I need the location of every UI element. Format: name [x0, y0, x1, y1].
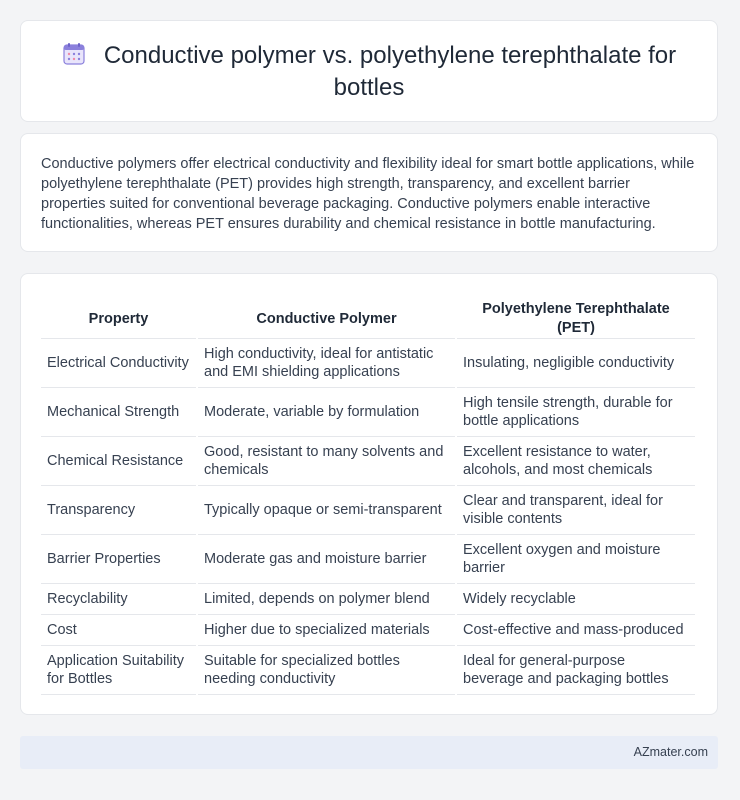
footer-bar [20, 736, 718, 769]
cell-pet: Cost-effective and mass-produced [457, 615, 695, 646]
table-row [41, 486, 695, 535]
cell-pet: Excellent oxygen and moisture barrier [457, 535, 695, 584]
cell-property: Recyclability [41, 584, 196, 615]
page-title-wrap [61, 41, 677, 102]
cell-conductive-polymer: Limited, depends on polymer blend [198, 584, 455, 615]
cell-property: Transparency [41, 486, 196, 535]
cell-conductive-polymer: Higher due to specialized materials [198, 615, 455, 646]
table-row [41, 615, 695, 646]
title-card [20, 20, 718, 122]
calendar-icon [62, 42, 86, 73]
cell-property: Electrical Conductivity [41, 339, 196, 388]
cell-property: Chemical Resistance [41, 437, 196, 486]
cell-conductive-polymer: Moderate, variable by formulation [198, 388, 455, 437]
table-header-row [41, 296, 695, 339]
cell-property: Mechanical Strength [41, 388, 196, 437]
cell-conductive-polymer: Typically opaque or semi-transparent [198, 486, 455, 535]
header-pet: Polyethylene Terephthalate (PET) [457, 296, 695, 339]
header-property: Property [41, 296, 196, 339]
table-row [41, 584, 695, 615]
cell-pet: High tensile strength, durable for bottle applications [457, 388, 695, 437]
comparison-table [39, 296, 697, 695]
footer-brand[interactable]: AZmater.com [633, 745, 708, 759]
cell-pet: Clear and transparent, ideal for visible contents [457, 486, 695, 535]
cell-pet: Excellent resistance to water, alcohols, and most chemicals [457, 437, 695, 486]
cell-pet: Ideal for general-purpose beverage and packaging bottles [457, 646, 695, 695]
table-row [41, 339, 695, 388]
cell-pet: Widely recyclable [457, 584, 695, 615]
table-row [41, 535, 695, 584]
cell-property: Barrier Properties [41, 535, 196, 584]
summary-card [20, 133, 718, 252]
cell-conductive-polymer: Good, resistant to many solvents and chemicals [198, 437, 455, 486]
cell-conductive-polymer: Moderate gas and moisture barrier [198, 535, 455, 584]
cell-pet: Insulating, negligible conductivity [457, 339, 695, 388]
summary-text: Conductive polymers offer electrical conductivity and flexibility ideal for smart bottle applications, while polyethylene terephthalate (PET) provides high strength, transparency, and excellent barrier properties suited for conventional beverage packaging. Conductive polymers enable interactive functionalities, whereas PET ensures durability and chemical resistance in bottle manufacturing. [41, 156, 695, 232]
page-title: Conductive polymer vs. polyethylene terephthalate for bottles [103, 41, 677, 101]
table-row [41, 646, 695, 695]
table-row [41, 388, 695, 437]
header-conductive-polymer: Conductive Polymer [198, 296, 455, 339]
cell-conductive-polymer: Suitable for specialized bottles needing conductivity [198, 646, 455, 695]
cell-property: Cost [41, 615, 196, 646]
comparison-table-card [20, 273, 718, 715]
table-row [41, 437, 695, 486]
cell-property: Application Suitability for Bottles [41, 646, 196, 695]
cell-conductive-polymer: High conductivity, ideal for antistatic and EMI shielding applications [198, 339, 455, 388]
